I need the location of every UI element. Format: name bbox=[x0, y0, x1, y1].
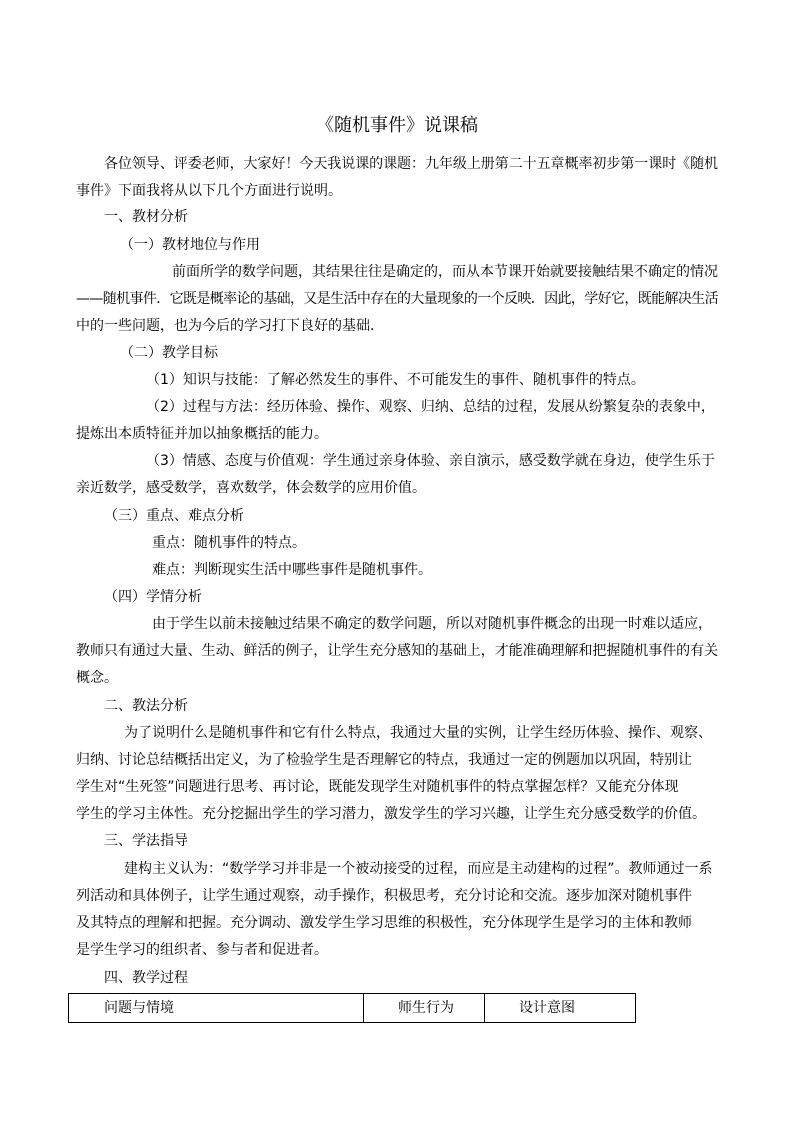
table-header-behavior: 师生行为 bbox=[398, 1000, 454, 1016]
document-title: 《随机事件》说课稿 bbox=[316, 115, 478, 136]
section-heading-1: 一、教材分析 bbox=[104, 209, 188, 225]
paragraph-line: 归纳、讨论总结概括出定义，为了检验学生是否理解它的特点，我通过一定的例题加以巩固，特别让 bbox=[76, 752, 692, 768]
subsection-heading-1-4: （四）学情分析 bbox=[104, 589, 202, 605]
subsection-heading-1-3: （三）重点、难点分析 bbox=[104, 508, 244, 524]
intro-line-1: 各位领导、评委老师，大家好！今天我说课的课题：九年级上册第二十五章概率初步第一课时《随机 bbox=[104, 156, 719, 172]
teaching-process-table bbox=[68, 993, 636, 1023]
paragraph-line: 建构主义认为：“数学学习并非是一个被动接受的过程，而应是主动建构的过程”。教师通过一系 bbox=[124, 861, 713, 877]
paragraph-line: 中的一些问题，也为今后的学习打下良好的基础． bbox=[76, 318, 384, 334]
objective-process-line-1: （2）过程与方法：经历体验、操作、观察、归纳、总结的过程，发展从纷繁复杂的表象中， bbox=[146, 399, 715, 415]
paragraph-line: 学生对“生死签”问题进行思考、再讨论，既能发现学生对随机事件的特点掌握怎样？又能充分体现 bbox=[76, 779, 679, 795]
paragraph-line: 概念。 bbox=[76, 670, 118, 686]
table-header-problem: 问题与情境 bbox=[104, 1000, 174, 1016]
paragraph-line: 列活动和具体例子，让学生通过观察，动手操作，积极思考，充分讨论和交流。逐步加深对随机事件 bbox=[76, 888, 692, 904]
subsection-heading-1-1: （一）教材地位与作用 bbox=[120, 237, 260, 253]
paragraph-line: 是学生学习的组织者、参与者和促进者。 bbox=[76, 942, 328, 958]
objective-emotion-line-1: （3）情感、态度与价值观：学生通过亲身体验、亲自演示，感受数学就在身边，使学生乐于 bbox=[146, 453, 715, 469]
objective-process-line-2: 提炼出本质特征并加以抽象概括的能力。 bbox=[76, 426, 328, 442]
paragraph-line: 为了说明什么是随机事件和它有什么特点，我通过大量的实例，让学生经历体验、操作、观察、 bbox=[124, 725, 712, 741]
section-heading-2: 二、教法分析 bbox=[104, 698, 188, 714]
table-divider bbox=[484, 994, 485, 1022]
objective-knowledge: （1）知识与技能：了解必然发生的事件、不可能发生的事件、随机事件的特点。 bbox=[146, 372, 645, 388]
key-point: 重点：随机事件的特点。 bbox=[152, 535, 306, 551]
table-divider bbox=[363, 994, 364, 1022]
paragraph-line: 学生的学习主体性。充分挖掘出学生的学习潜力，激发学生的学习兴趣，让学生充分感受数学的价值。 bbox=[76, 806, 706, 822]
intro-line-2: 事件》下面我将从以下几个方面进行说明。 bbox=[76, 183, 342, 199]
section-heading-3: 三、学法指导 bbox=[104, 833, 188, 849]
objective-emotion-line-2: 亲近数学，感受数学，喜欢数学，体会数学的应用价值。 bbox=[76, 480, 426, 496]
paragraph-line: ——随机事件．它既是概率论的基础，又是生活中存在的大量现象的一个反映．因此，学好它，既能解决生活 bbox=[76, 291, 718, 307]
paragraph-line: 由于学生以前未接触过结果不确定的数学问题，所以对随机事件概念的出现一时难以适应， bbox=[152, 616, 712, 632]
paragraph-line: 及其特点的理解和把握。充分调动、激发学生学习思维的积极性，充分体现学生是学习的主体和教师 bbox=[76, 915, 692, 931]
paragraph-line: 前面所学的数学问题，其结果往往是确定的，而从本节课开始就要接触结果不确定的情况 bbox=[172, 264, 718, 280]
paragraph-line: 教师只有通过大量、生动、鲜活的例子，让学生充分感知的基础上，才能准确理解和把握随机事件的有关 bbox=[76, 643, 719, 659]
difficult-point: 难点：判断现实生活中哪些事件是随机事件。 bbox=[152, 562, 432, 578]
table-header-intent: 设计意图 bbox=[519, 1000, 575, 1016]
section-heading-4: 四、教学过程 bbox=[104, 970, 188, 986]
subsection-heading-1-2: （二）教学目标 bbox=[120, 345, 218, 361]
